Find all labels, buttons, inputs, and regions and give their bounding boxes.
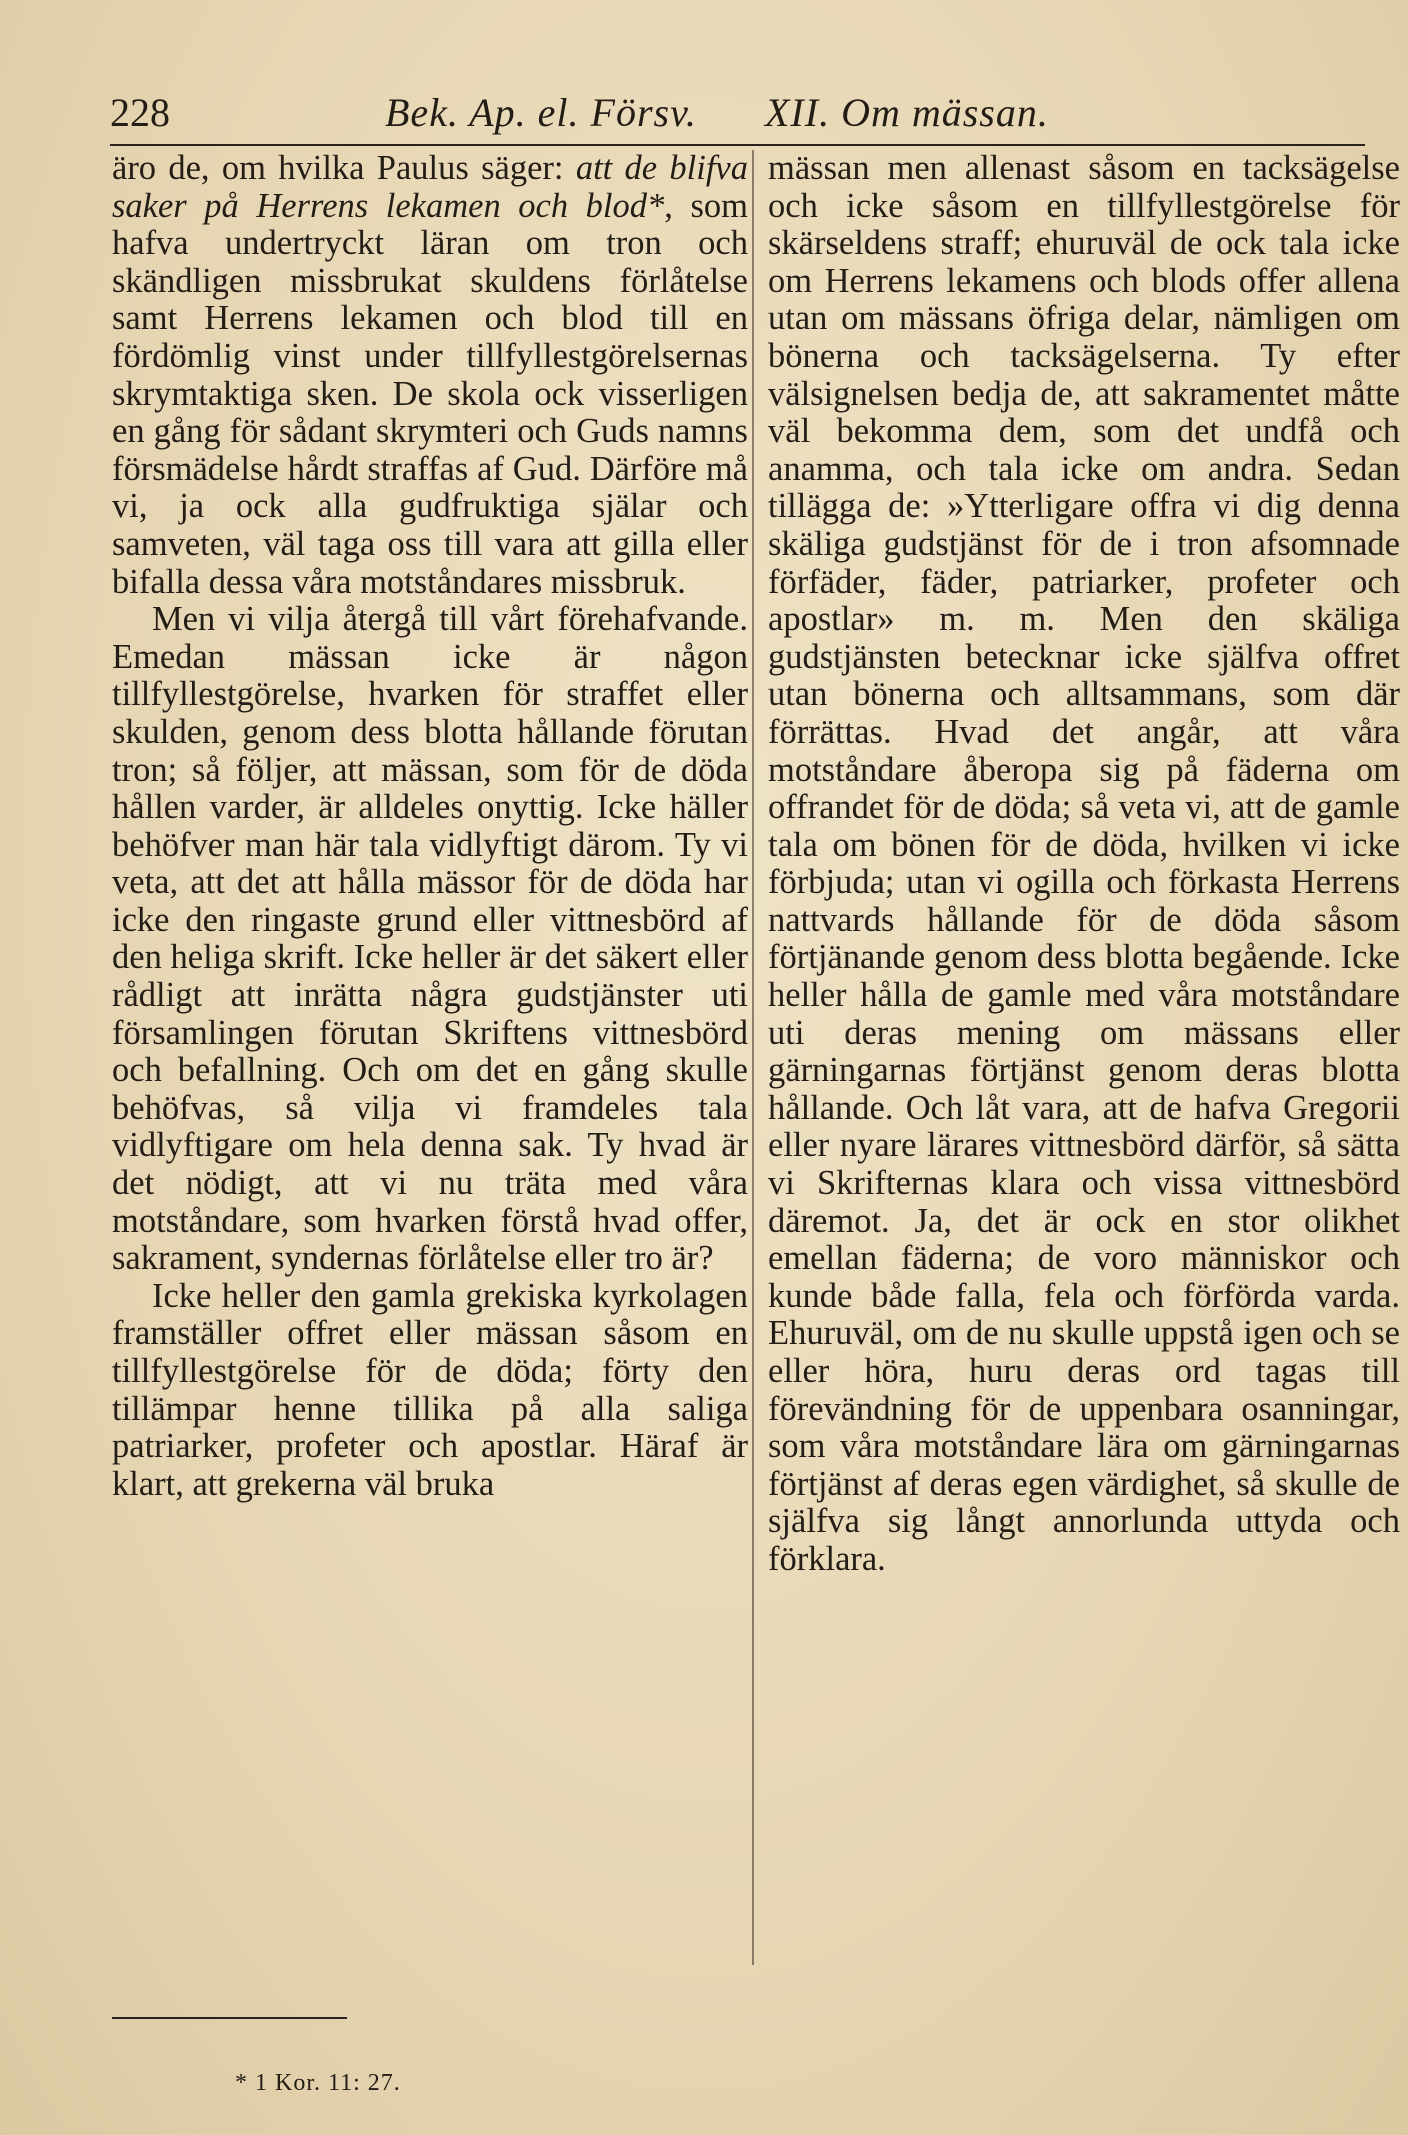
running-header: [110, 85, 1365, 141]
scripture-quote: att de blifva saker på Herrens lekamen och blod*: [112, 149, 748, 225]
footnote-rule: [112, 2017, 347, 2019]
page-number: 228: [110, 90, 170, 135]
left-column: [112, 150, 748, 1503]
paragraph: mässan men allenast såsom en tacksägelse och icke såsom en tillfyllestgörelse för skärseldens straff; ehuruväl de ock tala icke om Herrens lekamens och blods offer allena utan om mässans öfriga delar, nämligen om bönerna och tacksägelserna. Ty efter välsignelsen bedja de, att sakramentet måtte väl bekomma dem, som det undfå och anamma, och tala icke om andra. Sedan tillägga de: »Ytterligare offra vi dig denna skäliga gudstjänst för de i tron afsomnade förfäder, fäder, patriarker, profeter och apostlar» m. m. Men den skäliga gudstjänsten betecknar icke själfva offret utan bönerna och alltsammans, som där förrättas. Hvad det angår, att våra motståndare åberopa sig på fäderna om offrandet för de döda; så veta vi, att de gamle tala om bönen för de döda, hvilken vi icke förbjuda; utan vi ogilla och förkasta Herrens nattvards hållande för de döda såsom förtjänande genom dess blotta begående. Icke heller hålla de gamle med våra motståndare uti deras mening om mässans eller gärningarnas förtjänst genom deras blotta hållande. Och låt vara, att de hafva Gregorii eller nyare lärares vittnesbörd därför, så sätta vi Skrifternas klara och vissa vittnesbörd däremot. Ja, det är ock en stor olikhet emellan fäderna; de voro människor och kunde både falla, fela och förförda varda. Ehuruväl, om de nu skulle uppstå igen och se eller höra, huru deras ord tagas till förevändning för de uppenbara osanningar, som våra motståndare lära om gärningarnas förtjänst af deras egen värdighet, så skulle de själfva sig långt annorlunda uttyda och förklara.: [768, 149, 1400, 1578]
column-divider: [752, 150, 754, 1965]
header-rule: [110, 144, 1365, 146]
footnote: * 1 Kor. 11: 27.: [235, 2070, 401, 2096]
paragraph: [112, 150, 748, 601]
paragraph-text: äro de, om hvilka Paulus säger:: [112, 149, 576, 187]
right-column: [768, 150, 1400, 1579]
paragraph: Icke heller den gamla grekiska kyrkolagen framställer offret eller mässan såsom en tillfyllestgörelse för de döda; förty den tillämpar henne tillika på alla saliga patriarker, profeter och apostlar. Häraf är klart, att grekerna väl bruka: [112, 1276, 748, 1503]
section-title: XII. Om mässan.: [765, 90, 1049, 135]
running-title: Bek. Ap. el. Försv.: [385, 90, 697, 135]
paragraph: Men vi vilja återgå till vårt förehafvande. Emedan mässan icke är någon tillfyllestgörelse, hvarken för straffet eller skulden, genom dess blotta hållande förutan tron; så följer, att mässan, som för de döda hållen varder, är alldeles onyttig. Icke häller behöfver man här tala vidlyftigt därom. Ty vi veta, att det att hålla mässor för de döda har icke den ringaste grund eller vittnesbörd af den heliga skrift. Icke heller är det säkert eller rådligt att inrätta några gudstjänster uti församlingen förutan Skriftens vittnesbörd och befallning. Och om det en gång skulle behöfvas, så vilja vi framdeles tala vidlyftigare om hela denna sak. Ty hvad är det nödigt, att vi nu träta med våra motståndare, som hvarken förstå hvad offer, sakrament, syndernas förlåtelse eller tro är?: [112, 600, 748, 1278]
paragraph-text: , som hafva undertryckt läran om tron och skändligen missbrukat skuldens förlåtelse samt Herrens lekamen och blod till en fördömlig vinst under tillfyllestgörelsernas skrymtaktiga sken. De skola ock visserligen en gång för sådant skrymteri och Guds namns försmädelse hårdt straffas af Gud. Därföre må vi, ja ock alla gudfruktiga själar och samveten, väl taga oss till vara att gilla eller bifalla dessa våra motståndares missbruk.: [112, 186, 749, 601]
